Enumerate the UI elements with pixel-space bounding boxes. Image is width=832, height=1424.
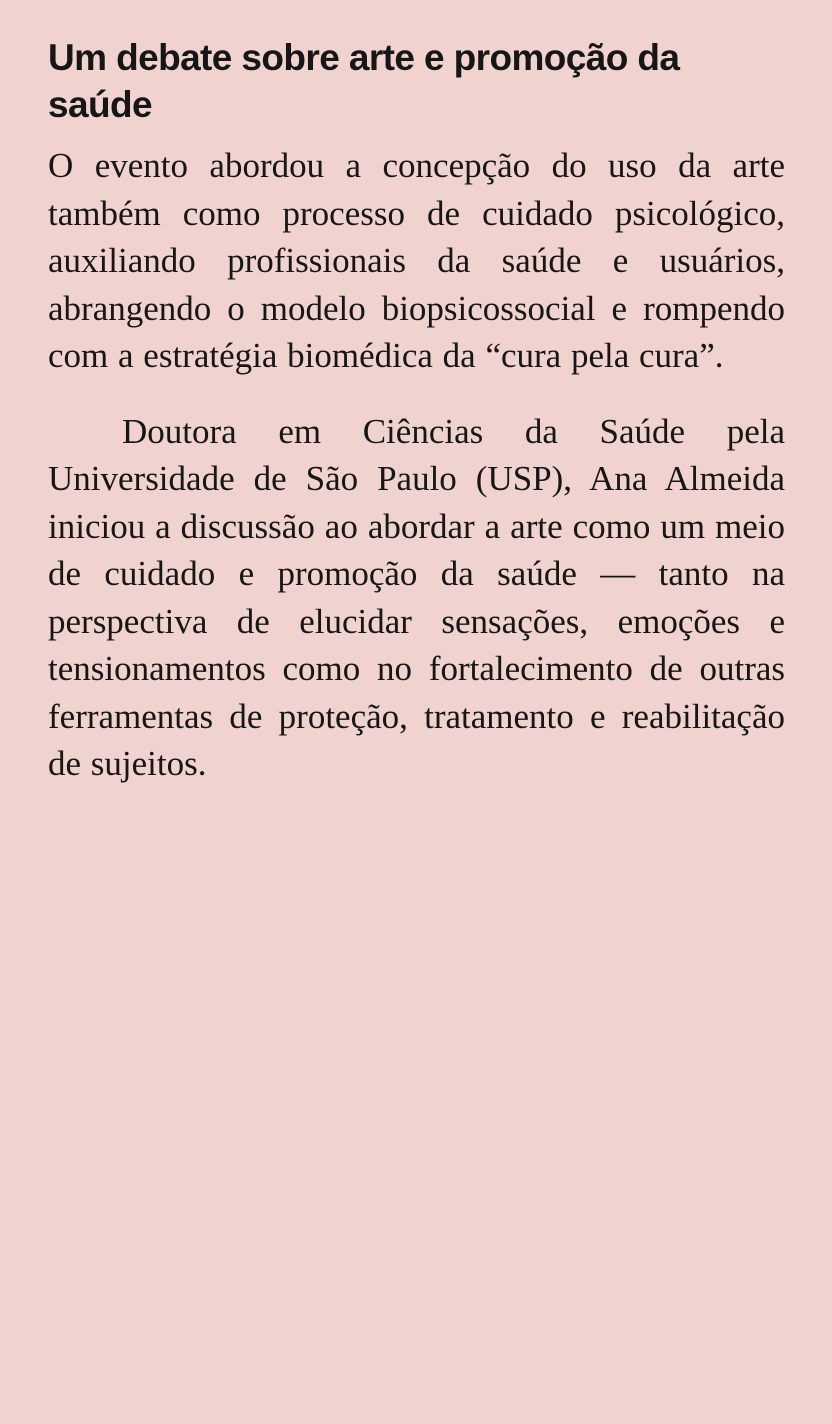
article-paragraph: O evento abordou a concepção do uso da arte também como processo de cuidado psicológico, auxiliando profissionais da saúde e usuários, abrangendo o modelo biopsicossocial e rompendo com a estratégia biomédica da “cura pela cura”. <box>48 146 785 375</box>
article-paragraph: Doutora em Ciências da Saúde pela Universidade de São Paulo (USP), Ana Almeida iniciou a discussão ao abordar a arte como um meio de cuidado e promoção da saúde — tanto na perspectiva de elucidar sensações, emoções e tensionamentos como no fortalecimento de outras ferramentas de proteção, tratamento e reabilitação de sujeitos. <box>48 411 785 783</box>
article-heading: Um debate sobre arte e promoção da saúde <box>48 37 680 125</box>
